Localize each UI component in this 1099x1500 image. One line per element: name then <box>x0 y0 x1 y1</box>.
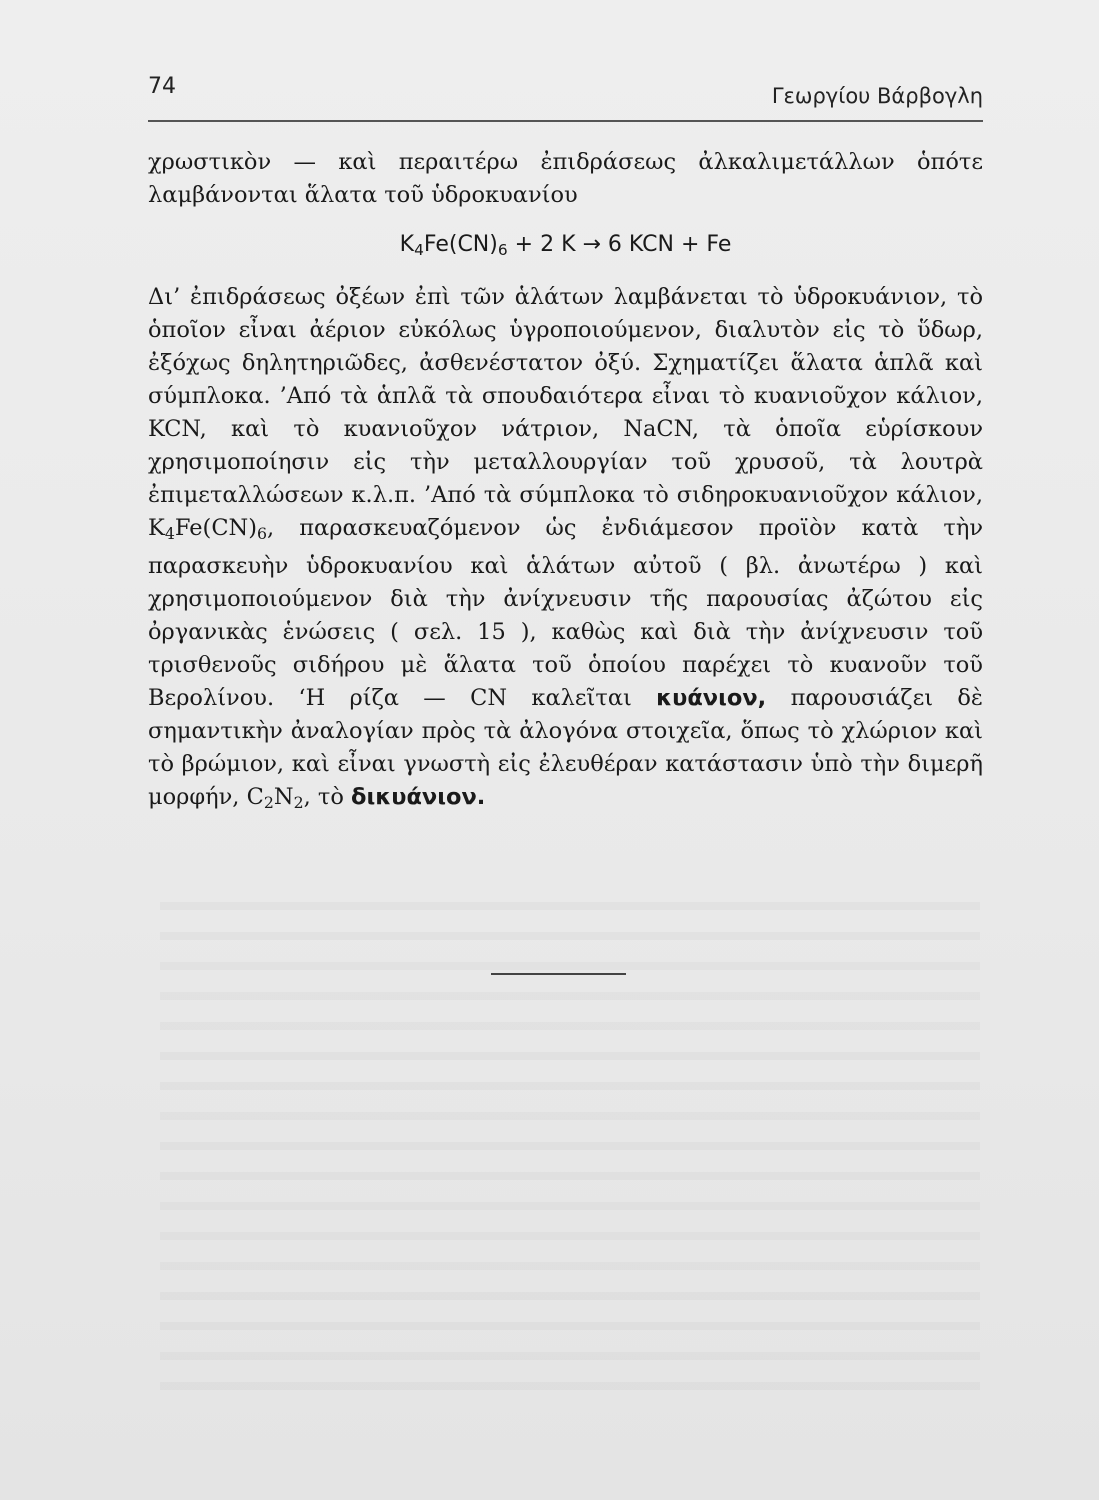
page-header <box>148 68 983 118</box>
formula-fe-cn: Fe(CN) <box>174 514 257 541</box>
equation-fe-cn: Fe(CN) <box>423 232 498 257</box>
formula-n-sub: 2 <box>293 792 304 812</box>
formula-c-sub: 2 <box>263 792 274 812</box>
equation-rest: + 2 K → 6 KCN + Fe <box>507 232 732 257</box>
paragraph-part-2: , παρασκευαζόμενον ὡς ἐνδιάμεσον προϊὸν κατὰ τὴν παρασκευὴν ὑδροκυανίου καὶ ἁλάτων αὐτοῦ ( βλ. ἀνωτέρω ) καὶ χρησιμοποιούμενον διὰ τὴν ἀνίχνευσιν τῆς παρουσίας ἀζώτου εἰς ὀργανικὰς ἑνώσεις ( σελ. 15 ), καθὼς καὶ διὰ τὴν ἀνίχνευσιν τοῦ τρισθενοῦς σιδήρου μὲ ἅλατα τοῦ ὁποίου παρέχει τὸ κυανοῦν τοῦ Βερολίνου. ‘Η ρίζα — CN καλεῖται <box>148 514 983 711</box>
formula-n: N <box>273 783 294 810</box>
running-head: Γεωργίου Βάρβογλη <box>771 84 983 108</box>
term-dikyanion: δικυάνιον. <box>351 783 486 810</box>
formula-sub-4: 4 <box>164 523 175 543</box>
term-kyanion: κυάνιον, <box>656 684 767 711</box>
page-number: 74 <box>148 74 176 99</box>
header-rule <box>148 120 983 122</box>
body-text <box>148 146 983 819</box>
paragraph-part-3: παρουσιάζει δὲ σημαντικὴν ἀναλογίαν πρὸς τὰ ἀλογόνα στοιχεῖα, ὅπως τὸ χλώριον καὶ τὸ βρώμιον, καὶ εἶναι γνωστὴ εἰς ἐλευθέραν κατάστασιν ὑπὸ τὴν διμερῆ μορφήν, C <box>148 684 983 810</box>
paragraph-part-4: , τὸ <box>303 783 352 810</box>
equation-fe-cn-sub: 6 <box>497 240 508 259</box>
chemical-equation <box>148 228 983 267</box>
bleed-through-text <box>160 880 980 1400</box>
equation-k: K <box>399 232 415 257</box>
equation-k-sub: 4 <box>414 240 424 259</box>
section-end-rule <box>491 973 626 975</box>
formula-sub-6: 6 <box>257 523 268 543</box>
main-paragraph <box>148 281 983 819</box>
intro-paragraph: χρωστικὸν — καὶ περαιτέρω ἐπιδράσεως ἀλκαλιμετάλλων ὁπότε λαμβάνονται ἅλατα τοῦ ὑδροκυανίου <box>148 149 983 208</box>
paragraph-part-1: Δι’ ἐπιδράσεως ὀξέων ἐπὶ τῶν ἁλάτων λαμβάνεται τὸ ὑδροκυάνιον, τὸ ὁποῖον εἶναι ἀέριον εὐκόλως ὑγροποιούμενον, διαλυτὸν εἰς τὸ ὕδωρ, ἐξόχως δηλητηριῶδες, ἀσθενέστατον ὀξύ. Σχηματίζει ἅλατα ἁπλᾶ καὶ σύμπλοκα. ’Από τὰ ἁπλᾶ τὰ σπουδαιότερα εἶναι τὸ κυανιοῦχον κάλιον, KCN, καὶ τὸ κυανιοῦχον νάτριον, NaCN, τὰ ὁποῖα εὑρίσκουν χρησιμοποίησιν εἰς τὴν μεταλλουργίαν τοῦ χρυσοῦ, τὰ λουτρὰ ἐπιμεταλλώσεων κ.λ.π. ’Από τὰ σύμπλοκα τὸ σιδηροκυανιοῦχον κάλιον, K <box>148 283 983 541</box>
